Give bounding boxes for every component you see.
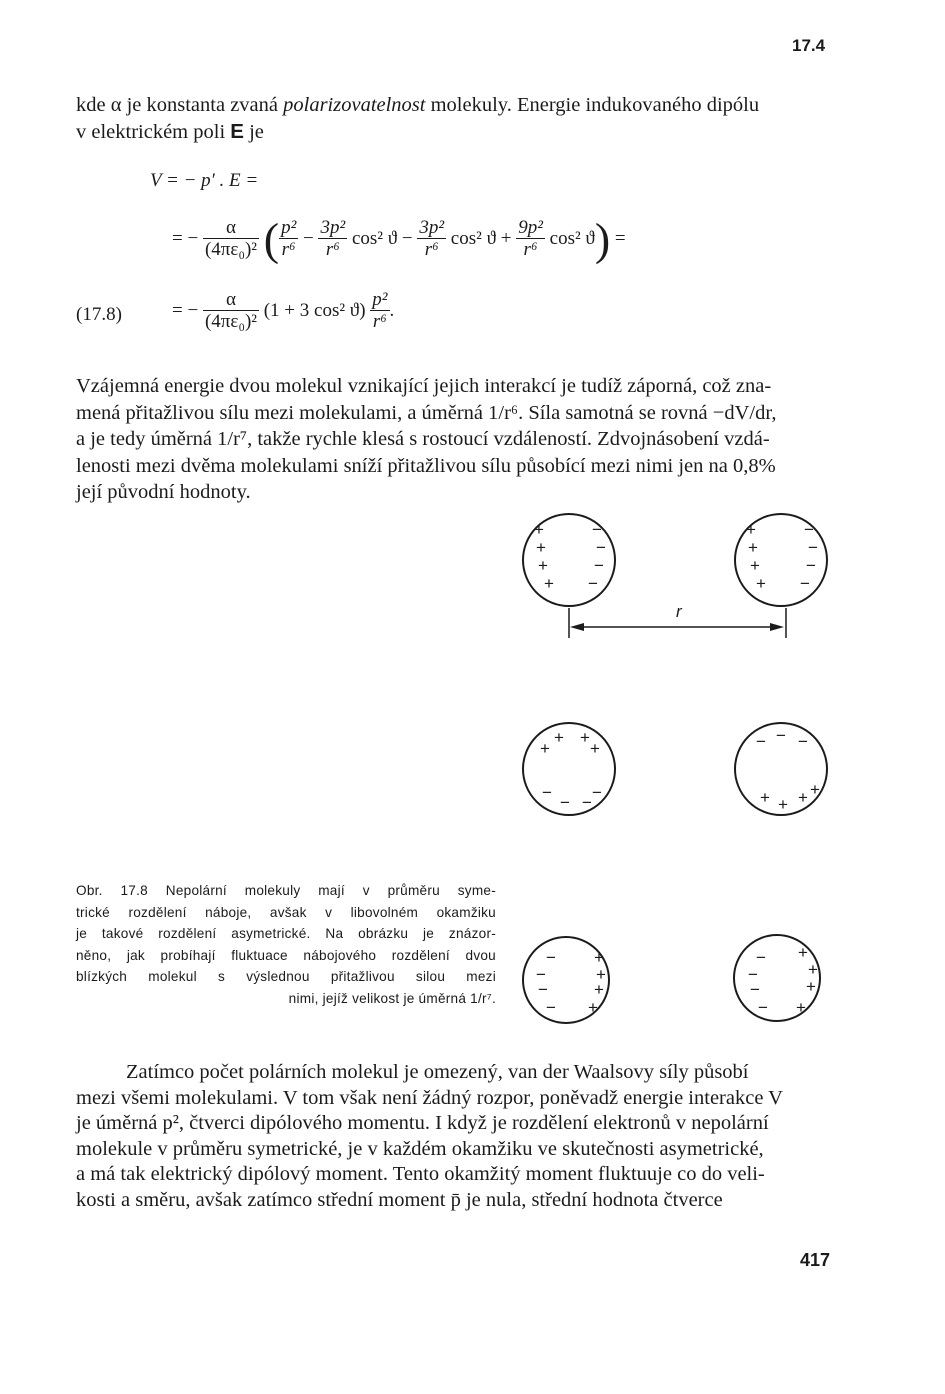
minus-charge: − [756, 948, 766, 967]
paragraph-3-line: a má tak elektrický dipólový moment. Tento okamžitý moment fluktuuje co do veli- [76, 1163, 765, 1185]
plus-charge: + [596, 965, 606, 984]
minus-charge: − [756, 732, 766, 751]
paragraph-3-line: mezi všemi molekulami. V tom však není žádný rozpor, poněvadž energie interakce V [76, 1086, 783, 1109]
intro-paragraph [76, 93, 840, 145]
plus-charge: + [540, 739, 550, 758]
minus-charge: − [592, 520, 602, 539]
paragraph-3 [76, 1060, 840, 1213]
plus-charge: + [806, 977, 816, 996]
minus-charge: − [596, 538, 606, 557]
plus-charge: + [594, 948, 604, 967]
plus-charge: + [808, 960, 818, 979]
plus-charge: + [588, 998, 598, 1017]
minus-charge: − [806, 556, 816, 575]
equation-line-2: = − $\frac{\alpha}{\text{(4πε₀)²}}$ ( $\frac{\text{p²}}{\text{r⁶}}$ − $\frac{\text{3p²}}{\text{r⁶}}$ cos² ϑ − $\frac{\text{3p²}}{\text{r⁶}}$ cos² ϑ + $\frac{\text{9p²}}{\text{r⁶}}$ cos² ϑ) = [172, 213, 626, 265]
paragraph-2-line: lenosti mezi dvěma molekulami sníží přitažlivou sílu působící mezi nimi jen na 0,8% [76, 454, 776, 477]
minus-charge: − [804, 520, 814, 539]
plus-charge: + [756, 574, 766, 593]
paragraph-2 [76, 373, 840, 506]
minus-charge: − [748, 965, 758, 984]
plus-charge: + [778, 795, 788, 814]
section-number: 17.4 [792, 36, 826, 55]
plus-charge: + [538, 556, 548, 575]
plus-charge: + [750, 556, 760, 575]
equation-label: (17.8) [76, 304, 122, 325]
arrowhead-left [570, 623, 584, 631]
minus-charge: − [536, 965, 546, 984]
plus-charge: + [798, 943, 808, 962]
plus-charge: + [798, 788, 808, 807]
minus-charge: − [758, 998, 768, 1017]
minus-charge: − [808, 538, 818, 557]
paragraph-3-line: molekule v průměru symetrické, je v každém okamžiku ve skutečnosti asymetrické, [76, 1137, 764, 1160]
equation-line-1: V = − p′ . E = [150, 170, 259, 191]
minus-charge: − [582, 793, 592, 812]
plus-charge: + [590, 739, 600, 758]
paragraph-3-line: Zatímco počet polárních molekul je omezený, van der Waalsovy síly působí [126, 1061, 749, 1083]
factor-fraction: $\frac{\alpha}{\text{(4πε₀)²}}$ [204, 217, 257, 260]
minus-charge: − [776, 726, 786, 745]
caption-line: blízkých molekul s výslednou přitažlivou silou mezi [76, 969, 496, 985]
minus-charge: − [592, 783, 602, 802]
paragraph-2-line: mená přitažlivou sílu mezi molekulami, a úměrná 1/r⁶. Síla samotná se rovná −dV/dr, [76, 401, 777, 424]
arrowhead-right [770, 623, 784, 631]
page-number: 417 [800, 1250, 831, 1270]
minus-charge: − [588, 574, 598, 593]
figure-caption [76, 880, 496, 1010]
intro-line-2: v elektrickém poli E je [76, 119, 264, 143]
minus-charge: − [542, 783, 552, 802]
plus-charge: + [580, 728, 590, 747]
minus-charge: − [798, 732, 808, 751]
intro-line-1: kde α je konstanta zvaná polarizovatelnost molekuly. Energie indukovaného dipólu [76, 94, 760, 116]
minus-charge: − [560, 793, 570, 812]
minus-charge: − [546, 948, 556, 967]
minus-charge: − [800, 574, 810, 593]
paragraph-2-line: a je tedy úměrná 1/r⁷, takže rychle klesá s rostoucí vzdáleností. Zdvojnásobení vzdá- [76, 428, 770, 450]
plus-charge: + [748, 538, 758, 557]
caption-line: nimi, jejíž velikost je úměrná 1/r⁷. [288, 990, 496, 1006]
caption-line: trické rozdělení náboje, avšak v libovolném okamžiku [76, 904, 496, 920]
minus-charge: − [594, 556, 604, 575]
caption-line: Obr. 17.8 Nepolární molekuly mají v průměru syme- [76, 883, 496, 898]
plus-charge: + [796, 998, 806, 1017]
plus-charge: + [746, 520, 756, 539]
caption-line: něno, jak probíhají fluktuace nábojového rozdělení dvou [76, 947, 496, 963]
paragraph-2-line: její původní hodnoty. [76, 481, 251, 503]
minus-charge: − [750, 980, 760, 999]
paragraph-3-line: je úměrná p², čtverci dipólového momentu. I když je rozdělení elektronů v nepolární [76, 1112, 769, 1134]
plus-charge: + [810, 780, 820, 799]
plus-charge: + [554, 728, 564, 747]
molecules-figure [500, 505, 860, 1035]
plus-charge: + [536, 538, 546, 557]
plus-charge: + [544, 574, 554, 593]
plus-charge: + [594, 980, 604, 999]
minus-charge: − [538, 980, 548, 999]
paragraph-3-line: kosti a směru, avšak zatímco střední moment p̄ je nula, střední hodnota čtverce [76, 1188, 723, 1211]
paragraph-2-line: Vzájemná energie dvou molekul vznikající jejich interakcí je tudíž záporná, což zna- [76, 375, 772, 397]
equation-line-3: = − $\frac{\alpha}{\text{(4πε₀)²}}$ (1 + 3 cos² ϑ) $\frac{\text{p²}}{\text{r⁶}}$ . [172, 289, 395, 332]
caption-line: je takové rozdělení asymetrické. Na obrázku je znázor- [76, 926, 496, 942]
plus-charge: + [534, 520, 544, 539]
plus-charge: + [760, 788, 770, 807]
distance-label: r [676, 602, 682, 621]
term-polarizability: polarizovatelnost [283, 94, 426, 116]
minus-charge: − [546, 998, 556, 1017]
